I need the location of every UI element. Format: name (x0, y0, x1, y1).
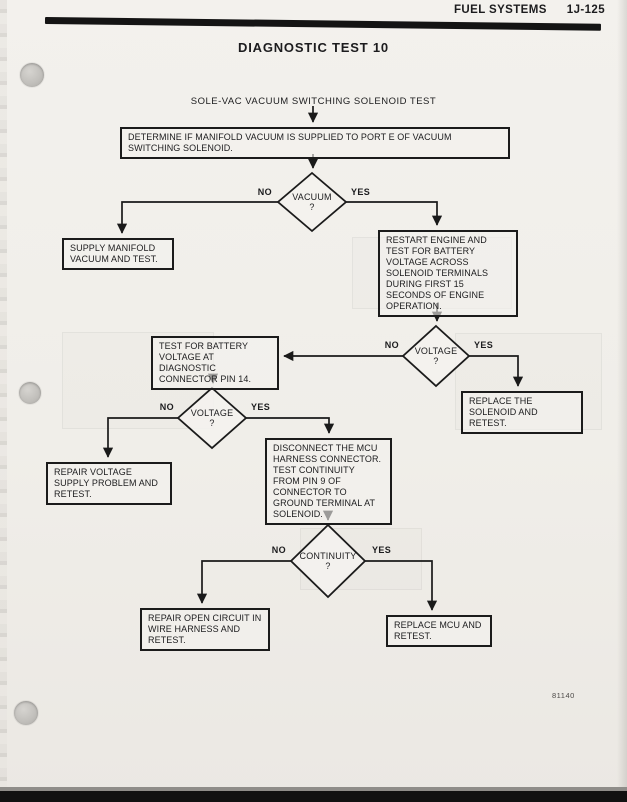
decision-question-mark: ? (309, 202, 315, 212)
branch-label-no: NO (257, 187, 272, 197)
decision-label-vacuum (272, 192, 352, 212)
decision-label-voltage-1 (396, 346, 476, 366)
decision-label-continuity (288, 551, 368, 571)
branch-label-yes: YES (372, 545, 392, 555)
decision-question-mark: ? (325, 561, 331, 571)
arrow-continuity-yes (365, 561, 432, 610)
bottom-page-edge (0, 791, 627, 802)
decision-question-mark: ? (209, 418, 215, 428)
arrow-voltage2-no (108, 418, 178, 457)
arrow-continuity-no (202, 561, 291, 603)
process-box-test-battery-voltage: TEST FOR BATTERY VOLTAGE AT DIAGNOSTIC CONNECTOR PIN 14. (151, 336, 279, 390)
process-box-supply-manifold: SUPPLY MANIFOLD VACUUM AND TEST. (62, 238, 174, 270)
figure-number: 81140 (552, 691, 575, 700)
arrow-vacuum-yes (346, 202, 437, 225)
process-box-restart-engine: RESTART ENGINE AND TEST FOR BATTERY VOLTAGE ACROSS SOLENOID TERMINALS DURING FIRST 15 SECONDS OF ENGINE OPERATION. (378, 230, 518, 317)
decision-label-voltage-2 (172, 408, 252, 428)
decision-question-mark: ? (433, 356, 439, 366)
decision-question: VOLTAGE (190, 408, 234, 418)
arrow-voltage2-yes (246, 418, 329, 433)
arrow-vacuum-no (122, 202, 278, 233)
decision-question: VOLTAGE (414, 346, 458, 356)
branch-label-yes: YES (474, 340, 494, 350)
process-box-replace-mcu: REPLACE MCU AND RETEST. (386, 615, 492, 647)
branch-label-no: NO (271, 545, 286, 555)
arrow-voltage1-yes (469, 356, 518, 386)
header-section-title: FUEL SYSTEMS (454, 4, 547, 16)
decision-question: VACUUM (292, 192, 332, 202)
flowchart-subtitle: SOLE-VAC VACUUM SWITCHING SOLENOID TEST (190, 96, 437, 107)
decision-question: CONTINUITY (299, 551, 357, 561)
branch-label-no: NO (384, 340, 399, 350)
process-box-repair-voltage-supply: REPAIR VOLTAGE SUPPLY PROBLEM AND RETEST. (46, 462, 172, 505)
header-page-number: 1J-125 (566, 4, 605, 16)
branch-label-yes: YES (351, 187, 371, 197)
branch-label-no: NO (159, 402, 174, 412)
page-title: DIAGNOSTIC TEST 10 (238, 40, 389, 55)
process-box-repair-open-circuit: REPAIR OPEN CIRCUIT IN WIRE HARNESS AND RETEST. (140, 608, 270, 651)
branch-label-yes: YES (251, 402, 271, 412)
process-box-disconnect-mcu: DISCONNECT THE MCU HARNESS CONNECTOR. TEST CONTINUITY FROM PIN 9 OF CONNECTOR TO GROUND TERMINAL AT SOLENOID. (265, 438, 392, 525)
process-box-replace-solenoid: REPLACE THE SOLENOID AND RETEST. (461, 391, 583, 434)
process-box-determine-vacuum: DETERMINE IF MANIFOLD VACUUM IS SUPPLIED TO PORT E OF VACUUM SWITCHING SOLENOID. (120, 127, 510, 159)
